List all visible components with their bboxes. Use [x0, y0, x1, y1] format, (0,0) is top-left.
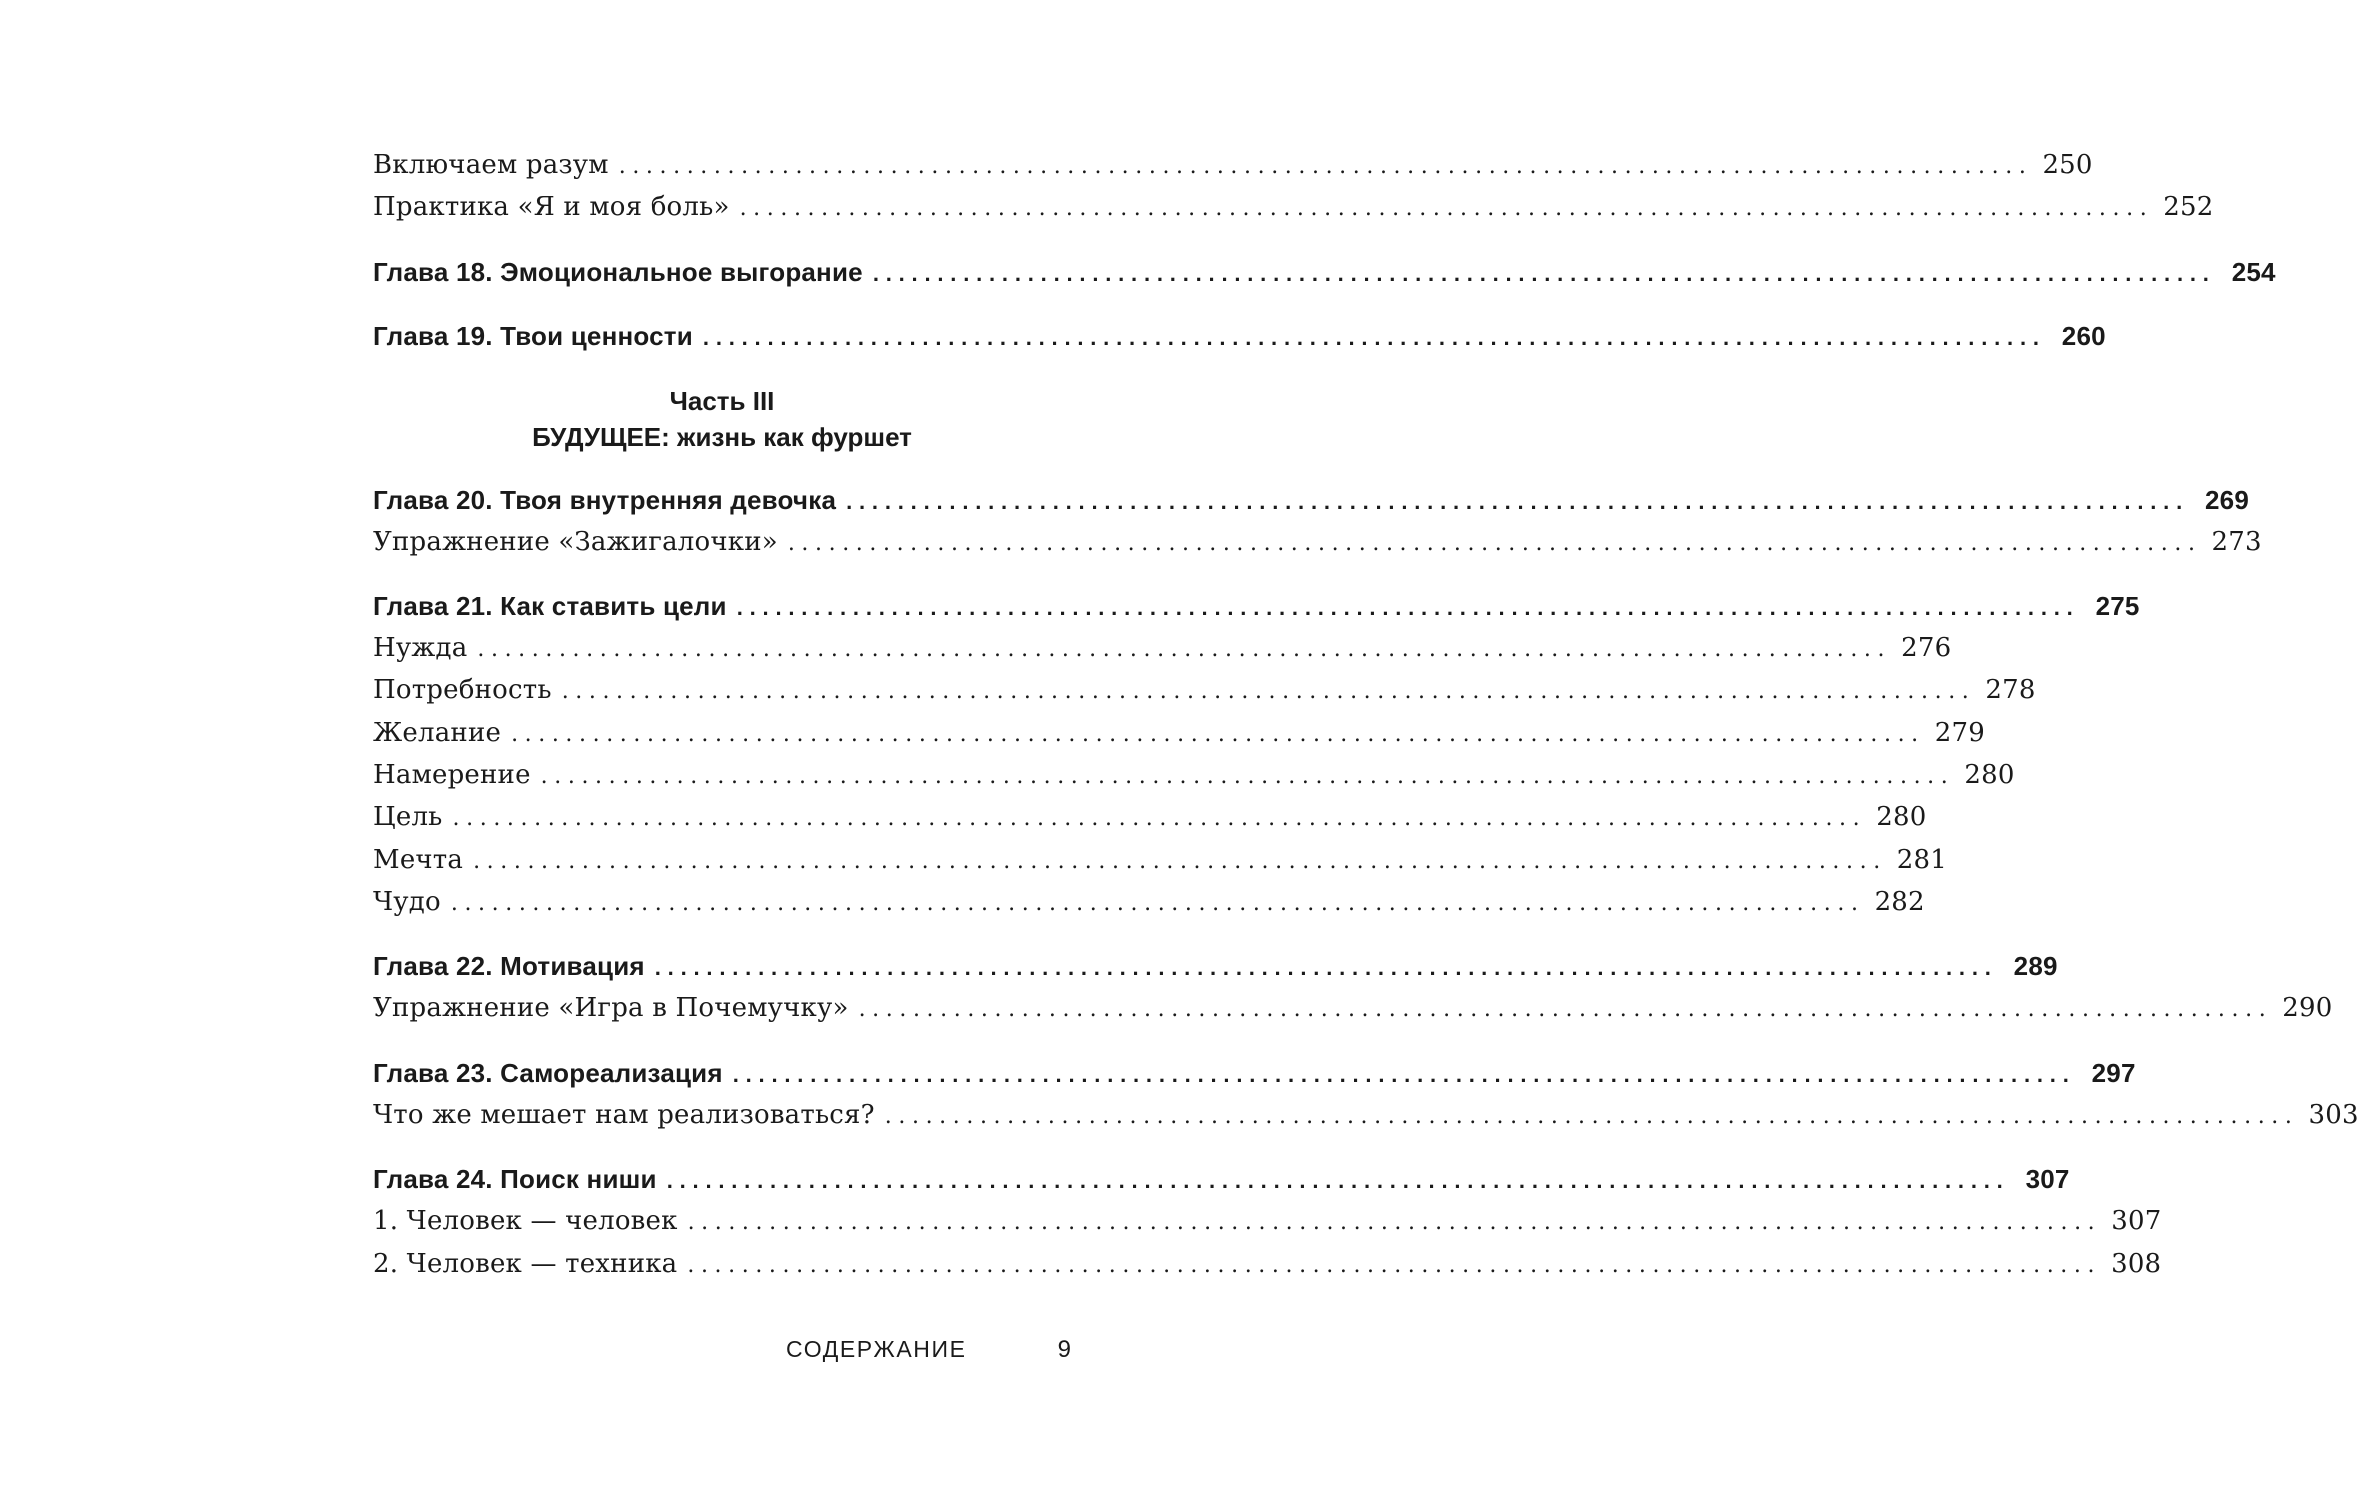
toc-chapter-entry — [373, 591, 2140, 622]
toc-entry — [373, 150, 2093, 180]
table-of-contents — [373, 0, 2359, 1500]
entry-title: Нужда — [373, 633, 468, 663]
toc-entry — [373, 1206, 2162, 1236]
dot-leader: ........................................................................................................ — [511, 722, 1925, 747]
entry-title: Мечта — [373, 845, 464, 875]
toc-entry — [373, 675, 2036, 705]
entry-title: Практика «Я и моя боль» — [373, 192, 730, 222]
dot-leader: ........................................................................................................ — [618, 154, 2033, 179]
toc-entry — [373, 718, 1985, 748]
dot-leader: ........................................................................................................ — [787, 531, 2202, 556]
dot-leader: ........................................................................................................ — [654, 955, 1998, 980]
entry-title: Что же мешает нам реализоваться? — [373, 1100, 875, 1130]
entry-page: 303 — [2308, 1100, 2359, 1130]
entry-title: Упражнение «Зажигалочки» — [373, 527, 778, 557]
chapter-page: 254 — [2231, 257, 2276, 287]
dot-leader: ........................................................................................................ — [732, 1062, 2076, 1087]
entry-title: Включаем разум — [373, 150, 609, 180]
toc-entry — [373, 1249, 2162, 1279]
dot-leader: ........................................................................................................ — [736, 595, 2080, 620]
part-label: Часть III — [669, 386, 775, 416]
entry-page: 281 — [1896, 845, 1948, 875]
dot-leader: ........................................................................................................ — [540, 764, 1955, 789]
entry-page: 276 — [1901, 633, 1952, 663]
chapter-title: Глава 24. Поиск ниши — [373, 1164, 657, 1194]
entry-page: 307 — [2111, 1206, 2162, 1236]
toc-entry — [373, 527, 2262, 557]
dot-leader: ........................................................................................................ — [473, 849, 1887, 874]
entry-page: 252 — [2163, 192, 2214, 222]
chapter-title: Глава 18. Эмоциональное выгорание — [373, 257, 863, 287]
chapter-title: Глава 22. Мотивация — [373, 951, 645, 981]
entry-title: 1. Человек — человек — [373, 1206, 678, 1236]
chapter-title: Глава 20. Твоя внутренняя девочка — [373, 485, 837, 515]
entry-page: 250 — [2042, 150, 2093, 180]
entry-title: Намерение — [373, 760, 531, 790]
toc-chapter-entry — [373, 951, 2058, 982]
toc-entry — [373, 633, 1952, 663]
entry-title: 2. Человек — техника — [373, 1249, 678, 1279]
entry-title: Упражнение «Игра в Почемучку» — [373, 993, 849, 1023]
chapter-page: 269 — [2205, 485, 2249, 515]
toc-chapter-entry — [373, 1164, 2070, 1195]
toc-chapter-entry — [373, 1058, 2136, 1089]
chapter-title: Глава 21. Как ставить цели — [373, 591, 727, 621]
dot-leader: ........................................................................................................ — [858, 997, 2273, 1022]
toc-entry — [373, 887, 1925, 917]
dot-leader: ........................................................................................................ — [666, 1168, 2010, 1193]
dot-leader: ........................................................................................................ — [702, 325, 2046, 350]
toc-entry — [373, 802, 1927, 832]
chapter-page: 275 — [2095, 591, 2140, 621]
entry-page: 308 — [2111, 1249, 2162, 1279]
dot-leader: ........................................................................................................ — [452, 806, 1867, 831]
entry-title: Желание — [373, 718, 502, 748]
chapter-page: 297 — [2091, 1058, 2136, 1088]
entry-page: 273 — [2211, 527, 2262, 557]
dot-leader: ........................................................................................................ — [561, 679, 1976, 704]
chapter-title: Глава 19. Твои ценности — [373, 321, 693, 351]
running-footer-title: СОДЕРЖАНИЕ — [786, 1336, 967, 1362]
entry-page: 278 — [1985, 675, 2036, 705]
part-title: БУДУЩЕЕ: жизнь как фуршет — [532, 422, 912, 452]
toc-entry — [373, 993, 2333, 1023]
toc-chapter-entry — [373, 485, 2249, 516]
entry-page: 279 — [1934, 718, 1985, 748]
entry-page: 290 — [2282, 993, 2333, 1023]
toc-entry — [373, 845, 1948, 875]
chapter-page: 307 — [2025, 1164, 2070, 1194]
chapter-page: 260 — [2061, 321, 2106, 351]
entry-title: Цель — [373, 802, 443, 832]
dot-leader: ........................................................................................................ — [687, 1253, 2102, 1278]
dot-leader: ........................................................................................................ — [739, 196, 2154, 221]
dot-leader: ........................................................................................................ — [846, 489, 2189, 514]
toc-chapter-entry — [373, 257, 2276, 288]
toc-entry — [373, 192, 2214, 222]
toc-entry — [373, 760, 2015, 790]
dot-leader: ........................................................................................................ — [477, 637, 1892, 662]
entry-page: 280 — [1964, 760, 2015, 790]
entry-page: 280 — [1876, 802, 1927, 832]
dot-leader: ........................................................................................................ — [884, 1104, 2299, 1129]
dot-leader: ........................................................................................................ — [872, 261, 2216, 286]
entry-page: 282 — [1874, 887, 1925, 917]
entry-title: Чудо — [373, 887, 441, 917]
chapter-title: Глава 23. Самореализация — [373, 1058, 723, 1088]
entry-title: Потребность — [373, 675, 552, 705]
chapter-page: 289 — [2013, 951, 2058, 981]
page-number: 9 — [1057, 1336, 1071, 1363]
dot-leader: ........................................................................................................ — [687, 1210, 2102, 1235]
dot-leader: ........................................................................................................ — [450, 891, 1865, 916]
toc-chapter-entry — [373, 321, 2106, 352]
toc-entry — [373, 1100, 2359, 1130]
